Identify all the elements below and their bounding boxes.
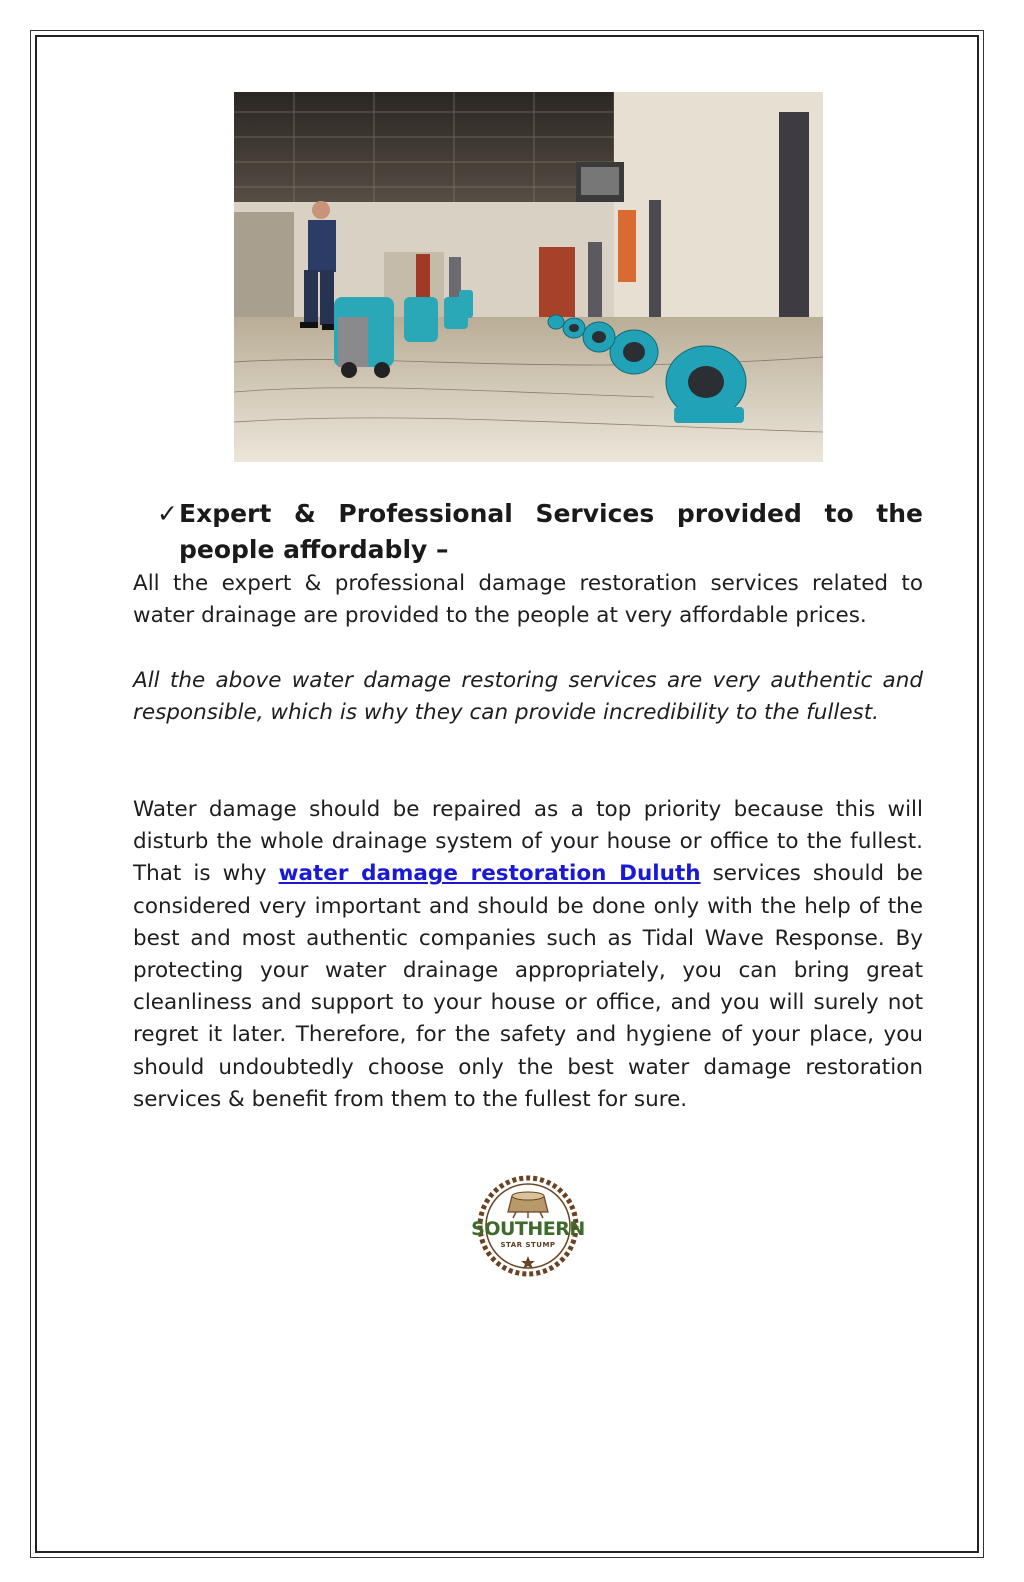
- photo-illustration: [234, 92, 823, 462]
- heading-line-1: Expert & Professional Services provided to the: [179, 499, 923, 528]
- paragraph-priority-start: Water damage should be repaired as a top priority because this will disturb the whole drainage system of your house or office to the fullest. That is why: [133, 797, 923, 887]
- paragraph-authentic: All the above water damage restoring services are very authentic and responsible, which is why they can provide incredibility to the fullest.: [133, 668, 923, 726]
- paragraph-priority-end: services should be considered very important and should be done only with the help of the best and most authentic companies such as Tidal Wave Response. By protecting your water drainage appropriately, you can bring great cleanliness and support to your house or office, and you will surely not regret it later. Therefore, for the safety and hygiene of your place, you should undoubtedly choose only the best water damage restoration services & benefit from them to the fullest for sure.: [133, 861, 923, 1112]
- southern-star-stump-logo: [470, 1174, 586, 1278]
- paragraph-affordable: All the expert & professional damage restoration services related to water drainage are provided to the people at very affordable prices.: [133, 571, 923, 629]
- section-heading: [157, 496, 923, 568]
- duluth-restoration-link[interactable]: water damage restoration Duluth: [278, 861, 701, 887]
- checkmark-icon: ✓: [157, 499, 178, 528]
- logo-tagline: STAR STUMP: [500, 1241, 556, 1249]
- logo-wordmark: SOUTHERN: [471, 1218, 585, 1240]
- restoration-photo: [234, 92, 823, 462]
- heading-line-2: people affordably –: [179, 535, 449, 564]
- paragraph-priority: [133, 794, 923, 1116]
